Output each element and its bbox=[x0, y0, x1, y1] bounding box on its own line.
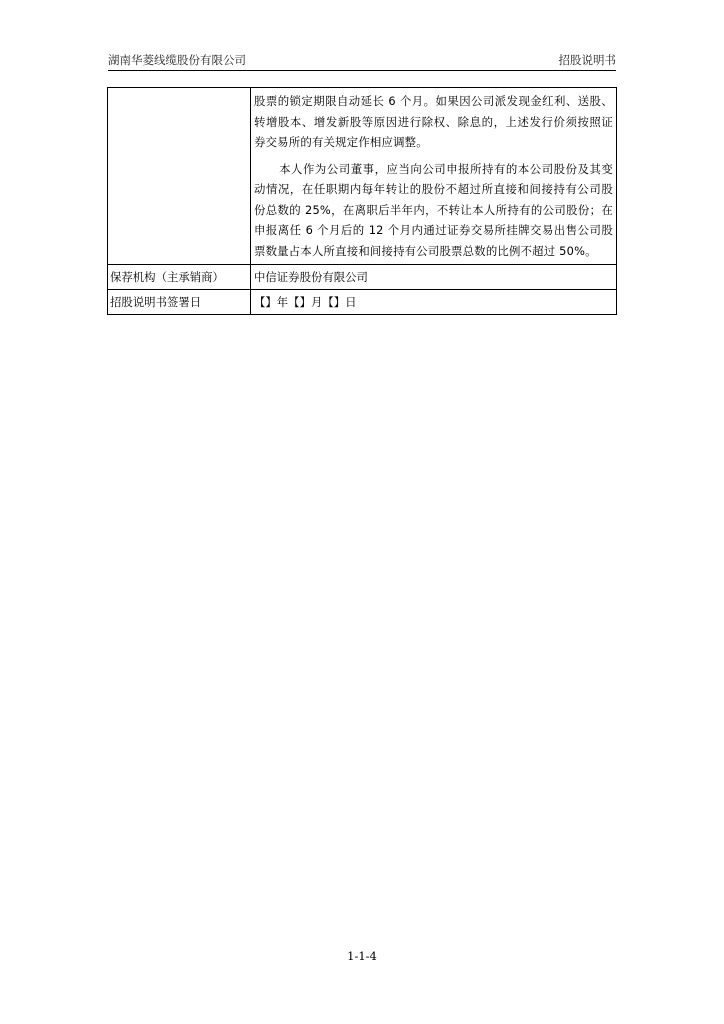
table-row bbox=[108, 88, 617, 265]
sponsor-label: 保荐机构（主承销商） bbox=[108, 265, 251, 290]
page-number: 1-1-4 bbox=[347, 949, 377, 963]
director-commitment-paragraph: 本人作为公司董事，应当向公司申报所持有的本公司股份及其变动情况，在任职期内每年转让的股份不超过所直接和间接持有公司股份总数的 25%，在离职后半年内，不转让本人所持有的公司股份；在申报离任 6 个月后的 12 个月内通过证券交易所挂牌交易出售公司股票数量占本人所直接和间接持有公司股票总数的比例不超过 50%。 bbox=[254, 161, 613, 258]
header-rule bbox=[108, 70, 616, 71]
header-company-name: 湖南华菱线缆股份有限公司 bbox=[108, 53, 246, 67]
signing-date-label: 招股说明书签署日 bbox=[108, 290, 251, 315]
signing-date-value: 【】年【】月【】日 bbox=[251, 290, 617, 315]
row-label-empty bbox=[108, 88, 251, 265]
header-document-title: 招股说明书 bbox=[558, 53, 616, 67]
row-content bbox=[251, 88, 617, 265]
table-row bbox=[108, 265, 617, 290]
table-row bbox=[108, 290, 617, 315]
info-table bbox=[107, 87, 617, 315]
sponsor-value: 中信证券股份有限公司 bbox=[251, 265, 617, 290]
lockup-paragraph: 股票的锁定期限自动延长 6 个月。如果因公司派发现金红利、送股、转增股本、增发新股等原因进行除权、除息的，上述发行价须按照证券交易所的有关规定作相应调整。 bbox=[254, 94, 613, 149]
page-header bbox=[108, 50, 616, 70]
